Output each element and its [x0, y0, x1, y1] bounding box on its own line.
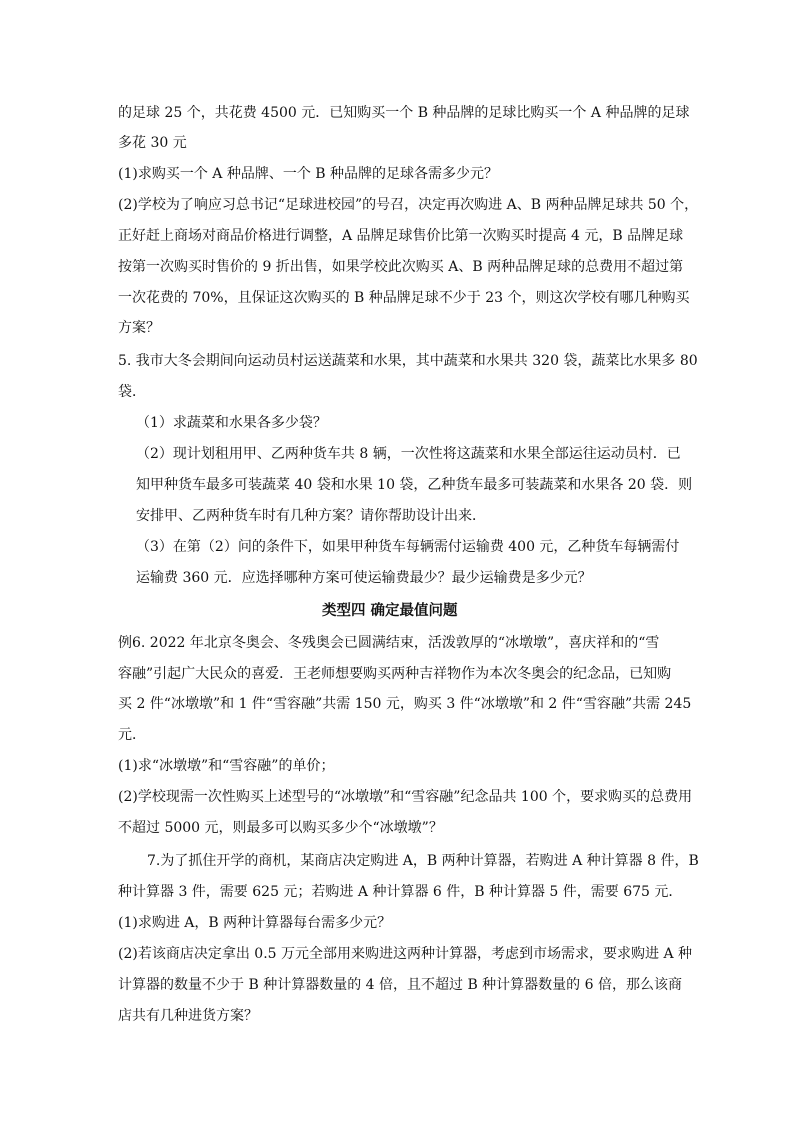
text-line: 店共有几种进货方案？	[118, 1008, 258, 1024]
text-line: 元．	[118, 727, 146, 743]
text-line: 知甲种货车最多可装蔬菜 40 袋和水果 10 袋，乙种货车最多可装蔬菜和水果各 20 袋．则	[136, 477, 693, 493]
text-line: 运输费 360 元．应选择哪种方案可使运输费最少？最少运输费是多少元？	[136, 570, 592, 586]
text-line: 袋．	[118, 384, 146, 400]
text-line: 不超过 5000 元，则最多可以购买多少个“冰墩墩”？	[118, 820, 443, 836]
question-part-2: (2)学校现需一次性购买上述型号的“冰墩墩”和“雪容融”纪念品共 100 个，要求购买的总费用	[118, 789, 693, 805]
text-line: 正好赶上商场对商品价格进行调整，A 品牌足球售价比第一次购买时提高 4 元，B 品牌足球	[118, 228, 684, 244]
question-part-1: （1）求蔬菜和水果各多少袋？	[136, 415, 327, 431]
text-line: 安排甲、乙两种货车时有几种方案？请你帮助设计出来．	[136, 508, 486, 524]
question-part-2: (2)学校为了响应习总书记“足球进校园”的号召，决定再次购进 A、B 两种品牌足球共 50 个，	[118, 197, 699, 213]
example-6-stem: 例6. 2022 年北京冬奥会、冬残奥会已圆满结束，活泼敦厚的“冰墩墩”，喜庆祥和的“雪	[118, 635, 660, 651]
section-heading: 类型四 确定最值问题	[322, 602, 458, 619]
question-part-2: （2）现计划租用甲、乙两种货车共 8 辆，一次性将这蔬菜和水果全部运往运动员村．已	[136, 446, 681, 462]
text-line: 方案？	[118, 320, 160, 336]
problem-7-stem: 7.为了抓住开学的商机，某商店决定购进 A，B 两种计算器，若购进 A 种计算器 8 件，B	[147, 853, 699, 869]
text-line: 多花 30 元	[118, 135, 187, 151]
question-part-3: （3）在第（2）问的条件下，如果甲种货车每辆需付运输费 400 元，乙种货车每辆需付	[136, 539, 680, 555]
question-part-2: (2)若该商店决定拿出 0.5 万元全部用来购进这两种计算器，考虑到市场需求，要求购进 A 种	[118, 946, 693, 962]
text-line: 一次花费的 70%，且保证这次购买的 B 种品牌足球不少于 23 个，则这次学校有哪几种购买	[118, 290, 690, 306]
text-line: 种计算器 3 件，需要 625 元；若购进 A 种计算器 6 件，B 种计算器 5 件，需要 675 元．	[118, 884, 683, 900]
text-line: 买 2 件“冰墩墩”和 1 件“雪容融”共需 150 元，购买 3 件“冰墩墩”和 2 件“雪容融”共需 245	[118, 696, 692, 712]
question-part-1: (1)求购进 A，B 两种计算器每台需多少元？	[118, 915, 392, 931]
text-line: 按第一次购买时售价的 9 折出售，如果学校此次购买 A、B 两种品牌足球的总费用不超过第	[118, 259, 684, 275]
text-line: 容融”引起广大民众的喜爱．王老师想要购买两种吉祥物作为本次冬奥会的纪念品，已知购	[118, 666, 672, 682]
problem-5-stem: 5. 我市大冬会期间向运动员村运送蔬菜和水果，其中蔬菜和水果共 320 袋，蔬菜比水果多 80	[118, 353, 698, 369]
question-part-1: (1)求“冰墩墩”和“雪容融”的单价；	[118, 758, 335, 774]
text-line: 计算器的数量不少于 B 种计算器数量的 4 倍，且不超过 B 种计算器数量的 6 倍，那么该商	[118, 977, 682, 993]
question-part-1: (1)求购买一个 A 种品牌、一个 B 种品牌的足球各需多少元？	[118, 166, 499, 182]
text-line: 的足球 25 个，共花费 4500 元．已知购买一个 B 种品牌的足球比购买一个 A 种品牌的足球	[118, 105, 690, 121]
